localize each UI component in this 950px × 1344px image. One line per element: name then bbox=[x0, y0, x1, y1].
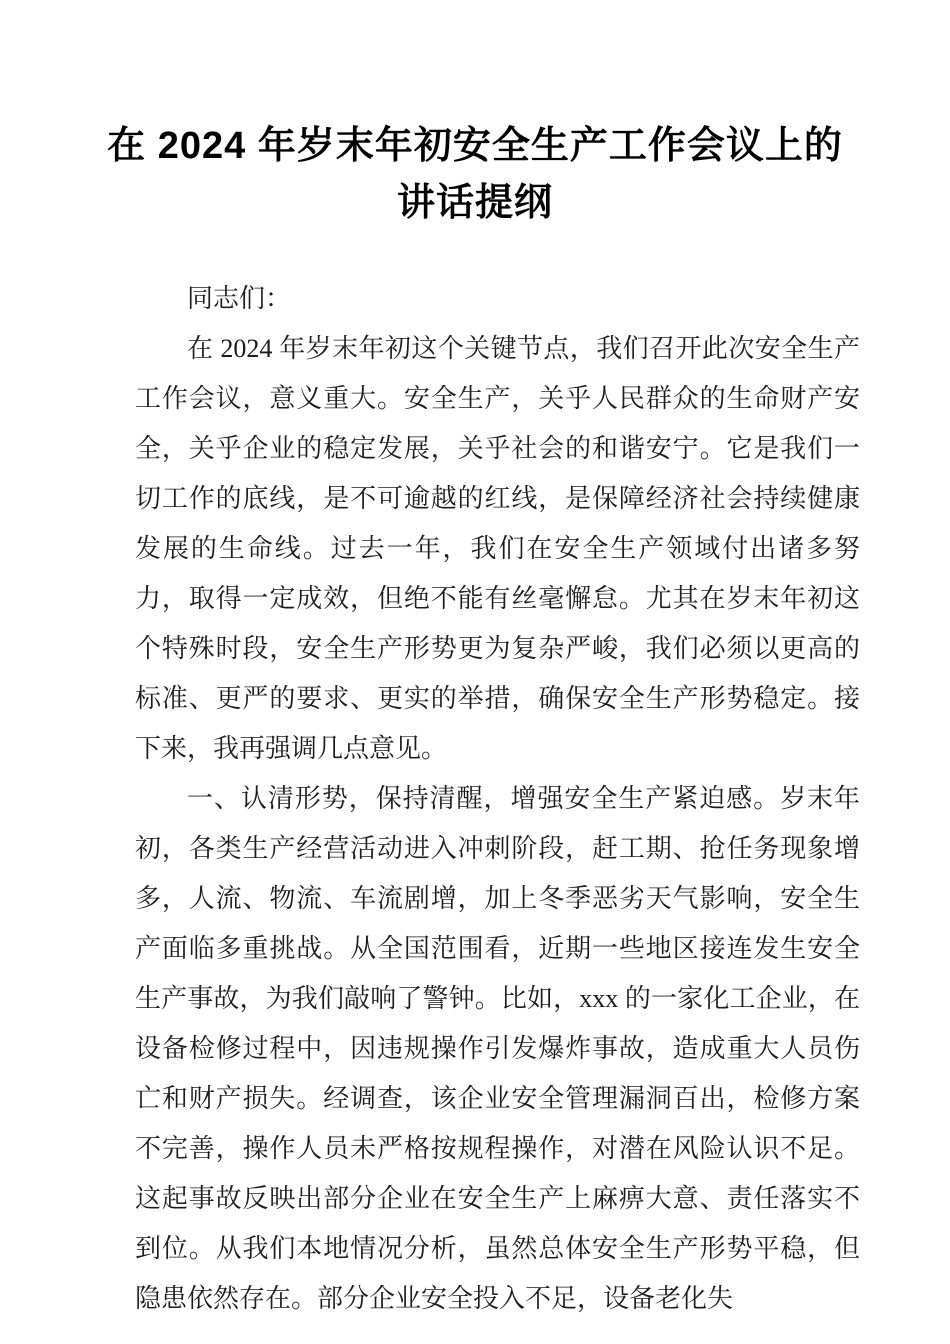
paragraph-section-1: 一、认清形势，保持清醒，增强安全生产紧迫感。岁末年初，各类生产经营活动进入冲刺阶段，赶工期、抢任务现象增多，人流、物流、车流剧增，加上冬季恶劣天气影响，安全生产面临多重挑战。从全国范围看，近期一些地区接连发生安全生产事故，为我们敲响了警钟。比如，xxx 的一家化工企业，在设备检修过程中，因违规操作引发爆炸事故，造成重大人员伤亡和财产损失。经调查，该企业安全管理漏洞百出，检修方案不完善，操作人员未严格按规程操作，对潜在风险认识不足。这起事故反映出部分企业在安全生产上麻痹大意、责任落实不到位。从我们本地情况分析，虽然总体安全生产形势平稳，但隐患依然存在。部分企业安全投入不足，设备老化失 bbox=[135, 784, 860, 1313]
document-body bbox=[135, 274, 860, 1324]
paragraph-salutation: 同志们： bbox=[187, 284, 292, 313]
document-title-line-1: 在 2024 年岁末年初安全生产工作会议上的 bbox=[107, 125, 843, 167]
document-title-line-2: 讲话提纲 bbox=[396, 182, 553, 224]
document-title bbox=[0, 118, 950, 232]
paragraph-intro: 在 2024 年岁末年初这个关键节点，我们召开此次安全生产工作会议，意义重大。安全生产，关乎人民群众的生命财产安全，关乎企业的稳定发展，关乎社会的和谐安宁。它是我们一切工作的底线，是不可逾越的红线，是保障经济社会持续健康发展的生命线。过去一年，我们在安全生产领域付出诸多努力，取得一定成效，但绝不能有丝毫懈怠。尤其在岁末年初这个特殊时段，安全生产形势更为复杂严峻，我们必须以更高的标准、更严的要求、更实的举措，确保安全生产形势稳定。接下来，我再强调几点意见。 bbox=[135, 334, 860, 763]
